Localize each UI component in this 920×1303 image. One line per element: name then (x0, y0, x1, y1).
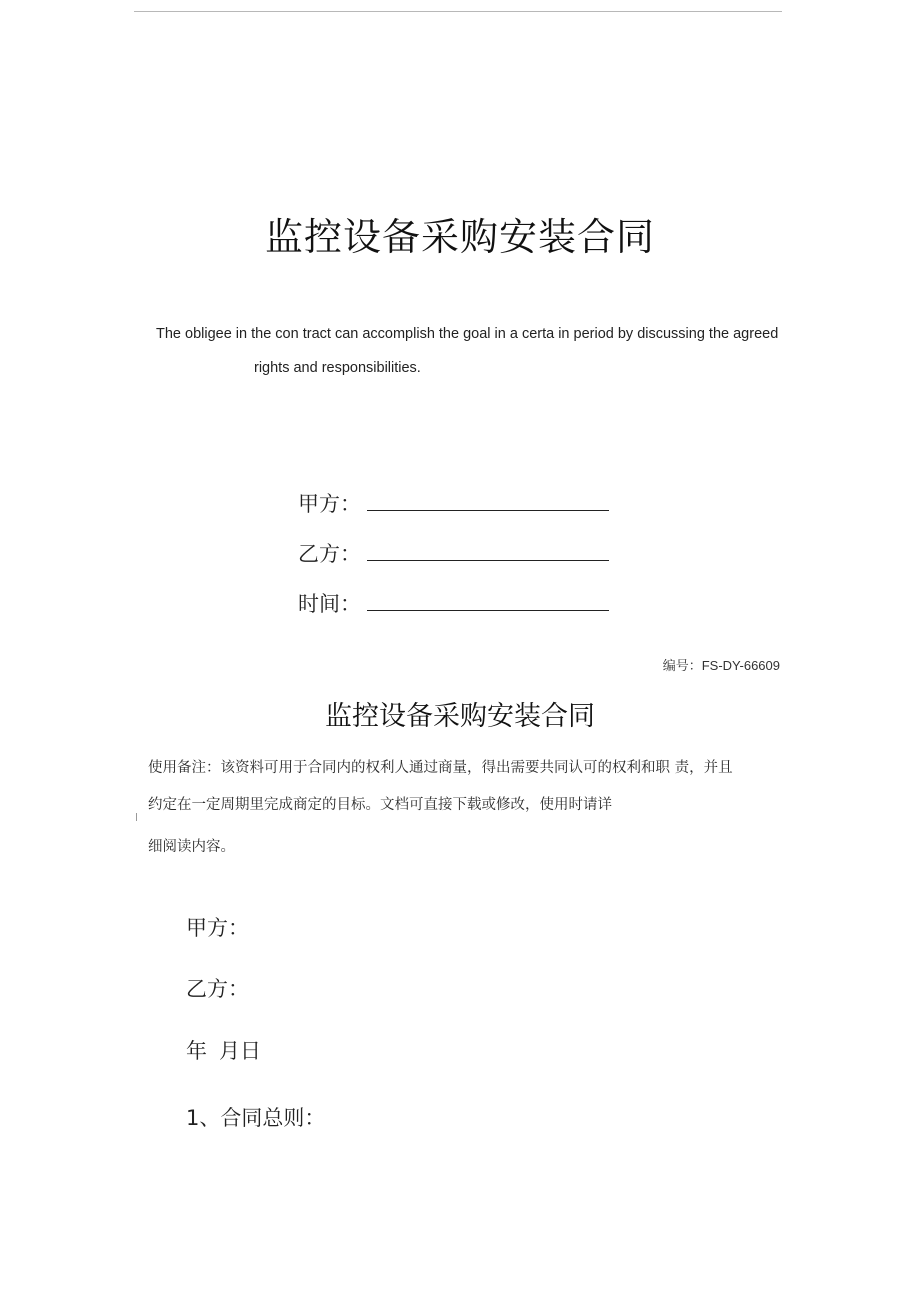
document-title: 监控设备采购安装合同 (325, 701, 595, 732)
signature-label-party-b: 乙方： (298, 542, 361, 566)
usage-note-line-1: 使用备注：该资料可用于合同内的权利人通过商量，得出需要共同认可的权利和职 责，并且 (148, 760, 733, 776)
top-rule (134, 11, 782, 12)
document-number (663, 655, 780, 674)
signature-blank-time (367, 590, 609, 611)
document-number-value: FS-DY-66609 (701, 658, 780, 673)
date-month-day: 月日 (219, 1039, 261, 1063)
document-number-label: 编号： (662, 659, 702, 674)
date-row (186, 1035, 261, 1065)
cover-title: 监控设备采购安装合同 (264, 215, 655, 259)
cover-subtitle-line-1: The obligee in the con tract can accomplish the goal in a certa in period by discussing the agreed (156, 326, 779, 342)
usage-note-line-3: 细阅读内容。 (148, 839, 235, 855)
signature-label-time: 时间： (298, 592, 361, 616)
signature-label-party-a: 甲方： (298, 492, 361, 516)
signature-blank-party-b (367, 540, 609, 561)
usage-note-line-2: 约定在一定周期里完成商定的目标。文档可直接下载或修改，使用时请详 (148, 797, 612, 813)
margin-tick (136, 813, 137, 821)
cover-subtitle-line-2: rights and responsibilities. (254, 360, 421, 376)
signature-row-time (298, 588, 609, 618)
party-b-label: 乙方： (186, 977, 249, 1001)
signature-blank-party-a (367, 490, 609, 511)
date-year: 年 (186, 1039, 207, 1063)
party-a-label: 甲方： (186, 916, 249, 940)
signature-row-party-a (298, 488, 609, 518)
section-1-heading: 1、合同总则： (186, 1106, 326, 1130)
signature-row-party-b (298, 538, 609, 568)
